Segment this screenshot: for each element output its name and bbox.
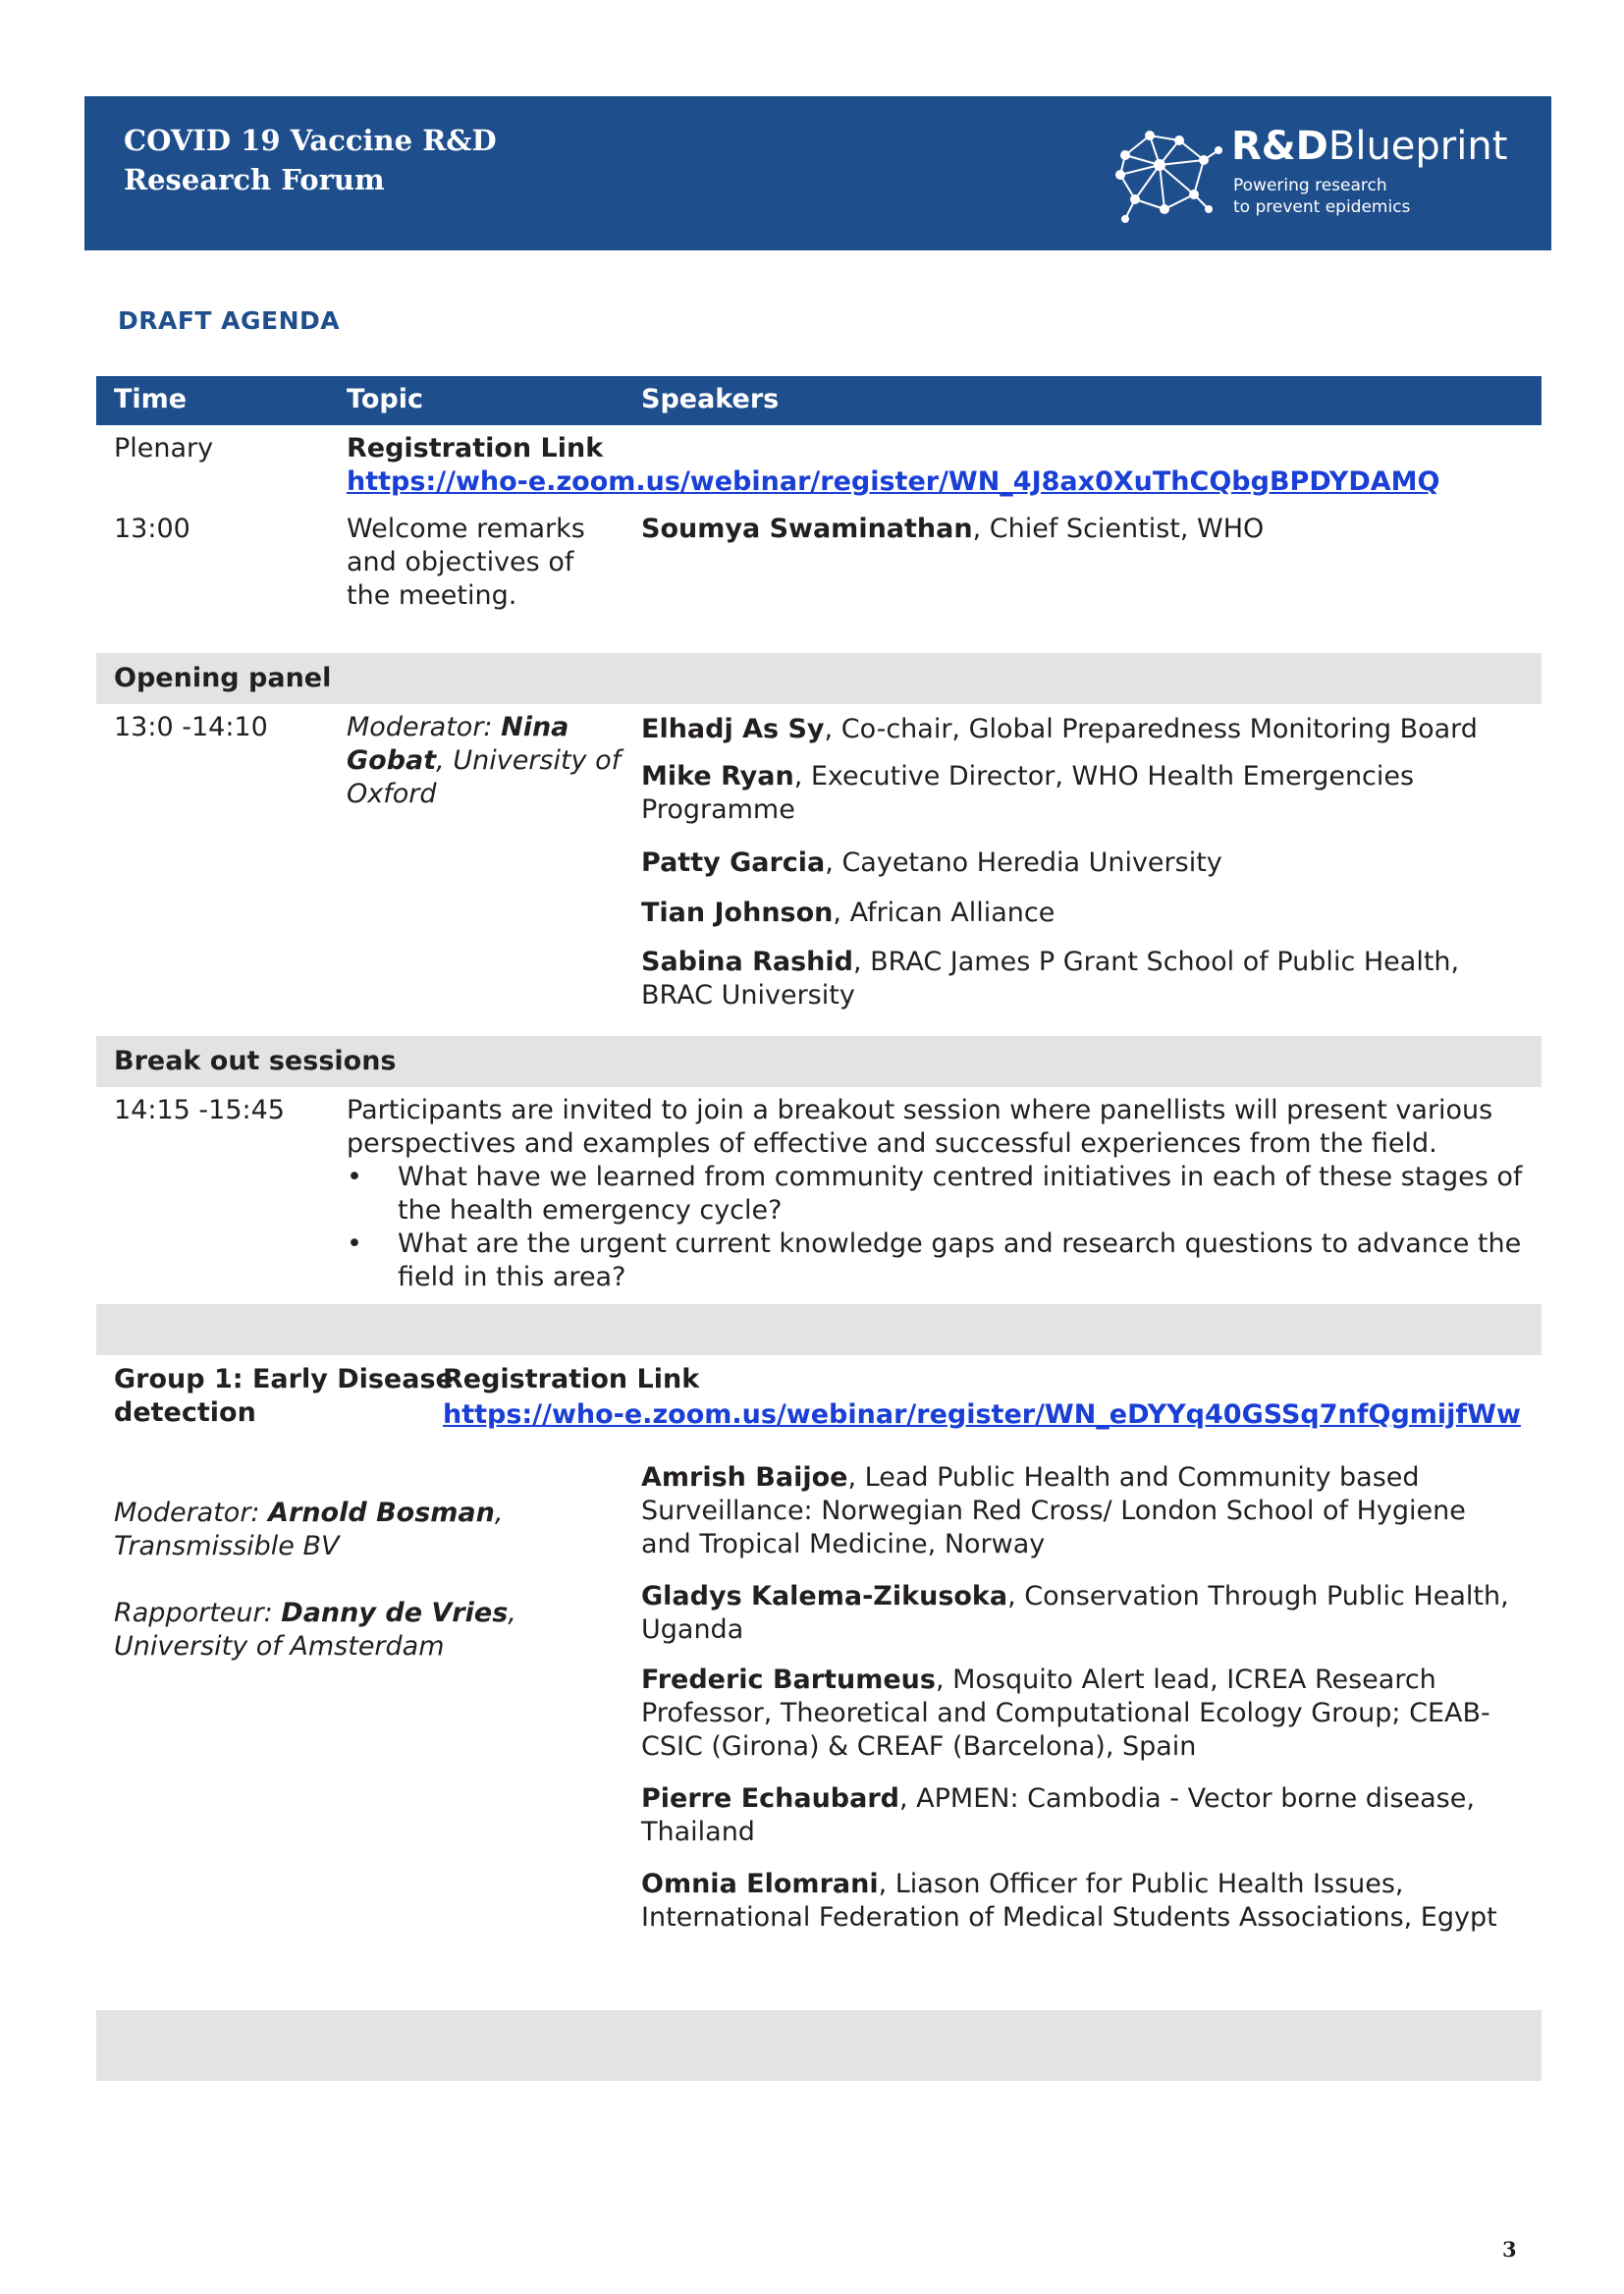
forum-title-line2: Research Forum	[124, 163, 385, 196]
group1-speaker: Omnia Elomrani, Liason Officer for Public Health Issues, International Federation of Medical Students Associations, Egypt	[641, 1869, 1497, 1933]
welcome-time: 13:00	[114, 514, 190, 544]
col-time-header: Time	[114, 384, 188, 414]
opening-panel-band	[96, 653, 1542, 704]
group1-title: Group 1: Early Disease detection	[114, 1364, 454, 1428]
forum-title-line1: COVID 19 Vaccine R&D	[124, 124, 497, 157]
group1-speaker: Pierre Echaubard, APMEN: Cambodia - Vector borne disease, Thailand	[641, 1783, 1475, 1847]
rd-blueprint-wordmark: R&DBlueprint	[1231, 124, 1508, 169]
list-item: • What are the urgent current knowledge gaps and research questions to advance the field in this area?	[347, 1228, 1522, 1294]
logo-tagline: Powering research to prevent epidemics	[1233, 176, 1411, 217]
breakout-intro: Participants are invited to join a breakout session where panellists will present various perspectives and examples of effective and successful experiences from the field. • What have we learned from community centred initiatives in each of these stages of the health emergency cycle? • What are the urgent current knowledge gaps and research questions to advance the field in this area?	[347, 1094, 1522, 1294]
draft-agenda-title: DRAFT AGENDA	[118, 306, 341, 335]
page-number: 3	[1502, 2237, 1517, 2262]
opening-speaker: Elhadj As Sy, Co-chair, Global Preparedness Monitoring Board	[641, 714, 1478, 744]
group1-moderator: Moderator: Arnold Bosman, Transmissible BV	[114, 1498, 504, 1561]
list-item: • What have we learned from community centred initiatives in each of these stages of the health emergency cycle?	[347, 1161, 1522, 1228]
group1-registration-label: Registration Link	[443, 1364, 700, 1394]
opening-speaker: Mike Ryan, Executive Director, WHO Health Emergencies Programme	[641, 761, 1415, 825]
empty-divider-band	[96, 2010, 1542, 2081]
welcome-topic: Welcome remarks and objectives of the meeting.	[347, 514, 585, 611]
opening-speaker: Tian Johnson, African Alliance	[641, 898, 1056, 928]
empty-divider-band	[96, 1304, 1542, 1355]
opening-panel-time: 13:0 -14:10	[114, 712, 268, 742]
col-topic-header: Topic	[347, 384, 423, 414]
breakout-sessions-heading: Break out sessions	[114, 1046, 397, 1076]
opening-speaker: Sabina Rashid, BRAC James P Grant School of Public Health, BRAC University	[641, 947, 1460, 1010]
group1-speaker: Gladys Kalema-Zikusoka, Conservation Through Public Health, Uganda	[641, 1581, 1509, 1645]
group1-speaker: Frederic Bartumeus, Mosquito Alert lead, ICREA Research Professor, Theoretical and Computational Ecology Group; CEAB- CSIC (Girona) & CREAF (Barcelona), Spain	[641, 1665, 1490, 1762]
breakout-sessions-band	[96, 1036, 1542, 1087]
plenary-registration-label: Registration Link	[347, 433, 604, 464]
opening-speaker: Patty Garcia, Cayetano Heredia University	[641, 847, 1222, 878]
network-globe-logo-icon	[1106, 116, 1225, 226]
plenary-time: Plenary	[114, 433, 214, 464]
breakout-time: 14:15 -15:45	[114, 1095, 285, 1125]
opening-panel-moderator: Moderator: Nina Gobat, University of Oxford	[347, 712, 622, 809]
opening-panel-heading: Opening panel	[114, 663, 332, 693]
plenary-registration-link[interactable]: https://who-e.zoom.us/webinar/register/WN_4J8ax0XuThCQbgBPDYDAMQ	[347, 466, 1440, 497]
group1-registration-link[interactable]: https://who-e.zoom.us/webinar/register/WN_eDYYq40GSSq7nfQgmijfWw	[443, 1399, 1521, 1430]
breakout-questions-list	[347, 1161, 1522, 1294]
agenda-table-header	[96, 376, 1542, 425]
welcome-speaker: Soumya Swaminathan, Chief Scientist, WHO	[641, 514, 1265, 544]
group1-speaker: Amrish Baijoe, Lead Public Health and Community based Surveillance: Norwegian Red Cross/ London School of Hygiene and Tropical Medicine, Norway	[641, 1462, 1466, 1559]
header-banner	[84, 96, 1551, 250]
group1-rapporteur: Rapporteur: Danny de Vries, University of Amsterdam	[114, 1598, 516, 1662]
col-speakers-header: Speakers	[641, 384, 780, 414]
